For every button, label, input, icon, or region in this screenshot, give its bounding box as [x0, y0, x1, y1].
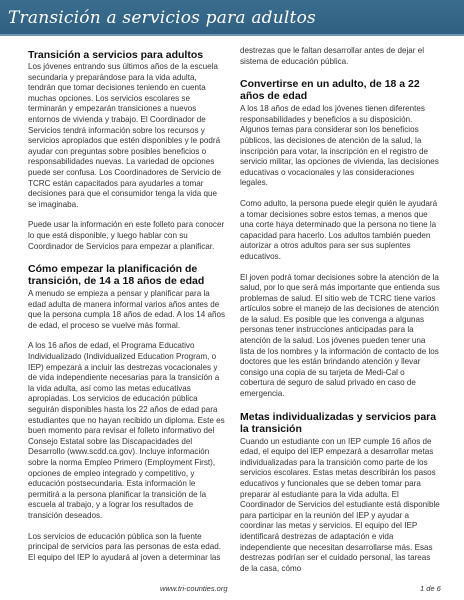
paragraph: Puede usar la información en este folleto para conocer lo que está disponible, y luego hablar con su Coordinador de Servicios para empezar a planificar. [28, 220, 225, 251]
paragraph: Cuando un estudiante con un IEP cumple 16 años de edad, el equipo del IEP empezará a desarrollar metas individualizadas para la transición como parte de los servicios escolares. Estas metas describirán los pasos educativos y funcionales que se deben tomar para preparar al estudiante para la vida adulta. El Coordinador de Servicios del estudiante está disponible para participar en la reunión del IEP y ayudar a coordinar las metas y servicios. El equipo del IEP identificará destrezas de adaptación e vida independiente que necesitan desarrollarse más. Esas destrezas podrían ser el cuidado personal, las tareas de la casa, cómo [240, 436, 440, 573]
section-heading-transition: Transición a servicios para adultos [28, 49, 204, 61]
paragraph: Como adulto, la persona puede elegir quién le ayudará a tomar decisiones sobre estos temas, a menos que una corte haya determinado que la persona no tiene la capacidad para hacerlo. Los adultos también pueden autorizar a otros adultos para ser sus suplentes educativos. [240, 198, 438, 261]
page-title: Transición a servicios para adultos [8, 8, 316, 28]
paragraph: Los servicios de educación pública son la fuente principal de servicios para las personas de esta edad. El equipo del IEP lo ayudará al joven a determinar las [28, 531, 222, 562]
paragraph: A menudo se empieza a pensar y planificar para la edad adulta de manera informal varios años antes de que la persona cumpla 18 años de edad. A los 14 años de edad, el proceso se vuelve más formal. [28, 289, 226, 330]
paragraph: Los jóvenes entrando sus últimos años de la escuela secundaria y preparándose para la vida adulta, tendrán que tomar decisiones teniendo en cuenta muchas opciones. Los servicios escolares se terminarán y empezarán transiciones a nuevos entornos de vivienda y trabajo. El Coordinador de Servicios tendrá información sobre los recursos y servicios apropiados que estén disponibles y le podrá ayudar con preguntas sobre posibles beneficios o responsabilidades nuevas. La variedad de opciones puede ser confusa. Los Coordinadores de Servicio de TCRC están capacitados para ayudarles a tomar decisiones para que el consumidor tenga la vida que se imaginaba. [28, 62, 222, 209]
paragraph: A los 16 años de edad, el Programa Educativo Individualizado (Individualized Education Program, o IEP) empezará a incluir las destrezas vocacionales y de vida independiente necesarias para la transición a la vida adulta, así como las metas educativas apropiadas. Los servicios de educación pública seguirán disponibles hasta los 22 años de edad para estudiantes que no hayan recibido un diploma. Este es buen momento para revisar el folleto informativo del Consejo Estatal sobre las Discapacidades del Desarrollo (www.scdd.ca.gov). Incluye información sobre la norma Empleo Primero (Employment First), opciones de empleo integrado y competitivo, y educación postsecundaria. Esta información le permitirá a la persona planificar la transición de la escuela al trabajo, y a lograr los resultados de transición deseados. [28, 341, 225, 520]
header-divider [0, 34, 464, 36]
paragraph: destrezas que le faltan desarrollar antes de dejar el sistema de educación pública. [240, 46, 425, 66]
section-heading-goals: Metas individualizadas y servicios para la transición [240, 410, 437, 435]
footer-website-link[interactable]: www.tri-counties.org [160, 584, 228, 593]
section-heading-planning: Cómo empezar la planificación de transición, de 14 a 18 años de edad [28, 263, 205, 288]
page-number: 1 de 6 [420, 584, 441, 593]
left-column [28, 49, 226, 563]
section-heading-adult: Convertirse en un adulto, de 18 a 22 años de edad [240, 78, 420, 103]
paragraph: El joven podrá tomar decisiones sobre la atención de la salud, por lo que será más importante que entienda sus problemas de salud. El sitio web de TCRC tiene varios artículos sobre el manejo de las decisiones de atención de la salud. Es posible que les convenga a algunas personas tener instrucciones anticipadas para la atención de la salud. Los jóvenes pueden tener una lista de los nombres y la información de contacto de los doctores que les están brindando atención y llevar consigo una copia de su tarjeta de Medi-Cal o cobertura de seguro de salud privado en caso de emergencia. [240, 272, 440, 399]
right-column [240, 46, 440, 574]
paragraph: A los 18 años de edad los jóvenes tienen diferentes responsabilidades y beneficios a su disposición. Algunos temas para considerar son los beneficios públicos, las decisiones de atención de la salud, la inscripción para votar, la inscripción en el registro de servicio militar, las opciones de vivienda, las decisiones educativas o vocacionales y las consideraciones legales. [240, 104, 439, 188]
header-banner [0, 0, 464, 40]
